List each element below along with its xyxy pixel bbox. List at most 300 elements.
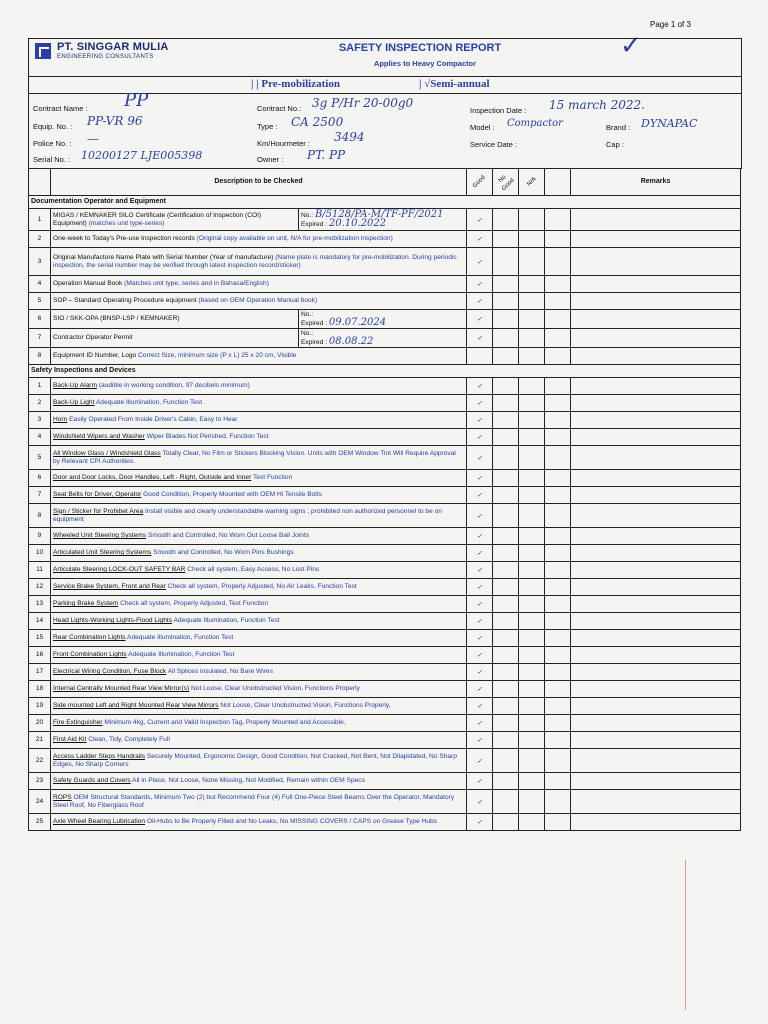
item-criteria: Check all system, Properly Adjusted, Test Function	[120, 600, 269, 607]
remarks-cell[interactable]	[571, 562, 741, 579]
na-checkbox[interactable]	[519, 209, 545, 231]
good-checkbox[interactable]: ✓	[467, 562, 493, 579]
no-good-checkbox[interactable]	[493, 773, 519, 790]
row-number: 1	[29, 378, 51, 395]
item-title: Back-Up Alarm	[53, 382, 97, 389]
contract-name-value[interactable]: PP	[124, 90, 149, 111]
extra-cell	[545, 378, 571, 395]
remarks-cell[interactable]	[571, 545, 741, 562]
na-checkbox[interactable]	[519, 545, 545, 562]
extra-cell	[545, 715, 571, 732]
company-subtitle: ENGINEERING CONSULTANTS	[57, 54, 154, 60]
remarks-cell[interactable]	[571, 596, 741, 613]
remarks-cell[interactable]	[571, 276, 741, 293]
no-good-checkbox[interactable]	[493, 647, 519, 664]
table-row	[29, 579, 741, 596]
type-value[interactable]: CA 2500	[291, 115, 344, 129]
na-checkbox[interactable]	[519, 528, 545, 545]
no-good-checkbox[interactable]	[493, 293, 519, 310]
no-good-checkbox[interactable]	[493, 596, 519, 613]
item-title: Sign / Sticker for Prohibet Area	[53, 507, 144, 515]
na-checkbox[interactable]	[519, 630, 545, 647]
section-row	[29, 365, 741, 378]
good-checkbox[interactable]: ✓	[467, 248, 493, 276]
table-row	[29, 329, 741, 348]
remarks-cell[interactable]	[571, 429, 741, 446]
na-checkbox[interactable]	[519, 248, 545, 276]
semi-annual-option[interactable]: | √Semi-annual	[419, 78, 490, 90]
km-value[interactable]: 3494	[334, 130, 365, 144]
na-checkbox[interactable]	[519, 395, 545, 412]
remarks-cell[interactable]	[571, 698, 741, 715]
na-checkbox[interactable]	[519, 579, 545, 596]
table-row	[29, 647, 741, 664]
equip-no-value[interactable]: PP-VR 96	[87, 114, 143, 128]
remarks-cell[interactable]	[571, 715, 741, 732]
item-title: Equipment ID Number, Logo	[53, 352, 137, 359]
item-criteria: All Splices insulated, No Bare Wires	[167, 668, 273, 675]
cert-expired-label: Expired :	[301, 339, 328, 346]
item-criteria: All in Place, Not Loose, None Missing, Not Modified, Remain within OEM Specs	[132, 777, 365, 784]
report-header	[28, 38, 742, 77]
item-description	[51, 504, 467, 528]
good-checkbox[interactable]: ✓	[467, 790, 493, 814]
item-title: Horn	[53, 416, 68, 423]
good-checkbox[interactable]: ✓	[467, 504, 493, 528]
item-description	[51, 487, 467, 504]
row-number: 15	[29, 630, 51, 647]
extra-cell	[545, 528, 571, 545]
contract-no-label: Contract No.:	[257, 104, 302, 113]
na-checkbox[interactable]	[519, 596, 545, 613]
item-criteria: Test Function	[253, 474, 293, 481]
cert-expired-label: Expired :	[301, 320, 328, 327]
na-checkbox[interactable]	[519, 715, 545, 732]
item-criteria: Adequate Illumination, Function Test	[128, 651, 235, 658]
remarks-cell[interactable]	[571, 664, 741, 681]
good-checkbox[interactable]: ✓	[467, 596, 493, 613]
good-checkbox[interactable]: ✓	[467, 773, 493, 790]
item-title: Front Combination Lights	[53, 651, 127, 658]
good-checkbox[interactable]: ✓	[467, 329, 493, 348]
inspection-date-value[interactable]: 15 march 2022.	[549, 98, 645, 112]
item-title: Wheeled Unit Steering Systems	[53, 532, 147, 539]
header-na: N/A	[519, 169, 545, 196]
no-good-checkbox[interactable]	[493, 329, 519, 348]
good-checkbox[interactable]: ✓	[467, 395, 493, 412]
cert-no-label: No.:	[301, 330, 314, 337]
extra-cell	[545, 293, 571, 310]
na-checkbox[interactable]	[519, 231, 545, 248]
extra-cell	[545, 681, 571, 698]
remarks-cell[interactable]	[571, 395, 741, 412]
na-checkbox[interactable]	[519, 293, 545, 310]
no-good-checkbox[interactable]	[493, 209, 519, 231]
item-criteria: Install visible and clearly understandable warning signs ; prohibited non authorized personnel to be on equipment	[53, 507, 442, 523]
row-number: 6	[29, 310, 51, 329]
table-row	[29, 749, 741, 773]
no-good-checkbox[interactable]	[493, 630, 519, 647]
item-description	[51, 528, 467, 545]
item-criteria: Easily Operated From Inside Driver's Cabin, Easy to Hear	[69, 416, 238, 423]
na-checkbox[interactable]	[519, 562, 545, 579]
no-good-checkbox[interactable]	[493, 579, 519, 596]
item-criteria: Correct Size, minimum size (P x L) 25 x 20 cm, Visible	[138, 352, 297, 359]
na-checkbox[interactable]	[519, 412, 545, 429]
item-criteria: Adequate Illumination, Function Test	[173, 617, 280, 624]
item-title: Back-Up Light	[53, 399, 95, 406]
remarks-cell[interactable]	[571, 209, 741, 231]
no-good-checkbox[interactable]	[493, 732, 519, 749]
item-title: Door and Door Locks, Door Handles, Left - Right, Outside and Inner	[53, 474, 252, 481]
brand-label: Brand :	[606, 123, 631, 132]
row-number: 1	[29, 209, 51, 231]
row-number: 13	[29, 596, 51, 613]
item-description	[51, 664, 467, 681]
na-checkbox[interactable]	[519, 664, 545, 681]
remarks-cell[interactable]	[571, 630, 741, 647]
no-good-checkbox[interactable]	[493, 790, 519, 814]
remarks-cell[interactable]	[571, 348, 741, 365]
item-description	[51, 749, 467, 773]
good-checkbox[interactable]: ✓	[467, 732, 493, 749]
item-criteria: Oil-Hubs to Be Properly Filled and No Leaks, No MISSING COVERS / CAPS on Grease Type Hubs	[146, 818, 437, 825]
no-good-checkbox[interactable]	[493, 378, 519, 395]
item-description	[51, 231, 467, 248]
item-description	[51, 613, 467, 630]
good-checkbox[interactable]: ✓	[467, 647, 493, 664]
no-good-checkbox[interactable]	[493, 248, 519, 276]
good-checkbox[interactable]: ✓	[467, 630, 493, 647]
item-description	[51, 209, 299, 231]
row-number: 22	[29, 749, 51, 773]
na-checkbox[interactable]	[519, 698, 545, 715]
remarks-cell[interactable]	[571, 446, 741, 470]
na-checkbox[interactable]	[519, 378, 545, 395]
item-description	[51, 773, 467, 790]
no-good-checkbox[interactable]	[493, 749, 519, 773]
row-number: 8	[29, 504, 51, 528]
remarks-cell[interactable]	[571, 412, 741, 429]
item-title: ROPS	[53, 793, 72, 801]
table-row	[29, 248, 741, 276]
row-number: 10	[29, 545, 51, 562]
extra-cell	[545, 814, 571, 831]
model-label: Model :	[470, 123, 495, 132]
item-title: Fire Extinguisher	[53, 719, 103, 726]
table-row	[29, 276, 741, 293]
serial-no-label: Serial No. :	[33, 155, 71, 164]
no-good-checkbox[interactable]	[493, 814, 519, 831]
no-good-checkbox[interactable]	[493, 504, 519, 528]
equipment-info	[28, 92, 742, 169]
report-title: SAFETY INSPECTION REPORT	[338, 42, 502, 54]
row-number: 11	[29, 562, 51, 579]
item-title: First Aid Kit	[53, 736, 87, 743]
no-good-checkbox[interactable]	[493, 528, 519, 545]
row-number: 25	[29, 814, 51, 831]
row-number: 3	[29, 248, 51, 276]
good-checkbox[interactable]: ✓	[467, 664, 493, 681]
table-row	[29, 545, 741, 562]
no-good-checkbox[interactable]	[493, 446, 519, 470]
no-good-checkbox[interactable]	[493, 276, 519, 293]
no-good-checkbox[interactable]	[493, 613, 519, 630]
item-criteria: OEM Structural Standards, Minimum Two (2) but Recommend Four (4) Full One-Piece Steel Beams Over the Operator, Mandatory Steel Roof, No Fiberglass Roof	[53, 793, 455, 809]
table-row	[29, 773, 741, 790]
table-row	[29, 698, 741, 715]
extra-cell	[545, 446, 571, 470]
item-title: Service Brake System, Front and Rear	[53, 583, 166, 590]
na-checkbox[interactable]	[519, 749, 545, 773]
table-row	[29, 715, 741, 732]
km-label: Km/Hourmeter :	[257, 139, 310, 148]
row-number: 5	[29, 446, 51, 470]
remarks-cell[interactable]	[571, 504, 741, 528]
item-cert-fields	[299, 329, 467, 348]
no-good-checkbox[interactable]	[493, 562, 519, 579]
no-good-checkbox[interactable]	[493, 681, 519, 698]
item-description	[51, 545, 467, 562]
na-checkbox[interactable]	[519, 732, 545, 749]
no-good-checkbox[interactable]	[493, 231, 519, 248]
page-number: Page 1 of 3	[650, 20, 691, 29]
no-good-checkbox[interactable]	[493, 395, 519, 412]
good-checkbox[interactable]: ✓	[467, 528, 493, 545]
item-criteria: (Matches unit type, series and in Bahasa/English)	[124, 280, 269, 287]
no-good-checkbox[interactable]	[493, 664, 519, 681]
good-checkbox[interactable]: ✓	[467, 412, 493, 429]
item-criteria: Check all system, Easy Access, No Lost Pins	[187, 566, 320, 573]
table-row	[29, 429, 741, 446]
table-row	[29, 790, 741, 814]
item-criteria: Not Loose, Clear Unobstructed Vision, Functions Properly,	[220, 702, 391, 709]
header-description: Description to be Checked	[51, 169, 467, 196]
cert-expired-value[interactable]: 09.07.2024	[328, 317, 387, 328]
remarks-cell[interactable]	[571, 310, 741, 329]
row-number: 7	[29, 329, 51, 348]
row-number: 6	[29, 470, 51, 487]
na-checkbox[interactable]	[519, 504, 545, 528]
cert-expired-label: Expired :	[301, 220, 328, 228]
na-checkbox[interactable]	[519, 446, 545, 470]
na-checkbox[interactable]	[519, 814, 545, 831]
extra-cell	[545, 698, 571, 715]
item-title: Original Manufacture Name Plate with Serial Number (Year of manufacture)	[53, 253, 274, 261]
na-checkbox[interactable]	[519, 681, 545, 698]
item-title: Rear Combination Lights	[53, 634, 126, 641]
extra-cell	[545, 630, 571, 647]
police-no-value[interactable]: —	[87, 132, 99, 146]
na-checkbox[interactable]	[519, 470, 545, 487]
item-criteria: (audible in working condition, 97 decibels minimum)	[98, 382, 250, 389]
margin-line	[685, 860, 686, 1010]
item-criteria: Securely Mounted, Ergonomic Design, Good Condition, Not Cracked, Not Bent, Not Dilapidated, No Sharp Edges, No Sharp Corners	[53, 752, 457, 768]
remarks-cell[interactable]	[571, 613, 741, 630]
cert-no-value[interactable]: B/5128/PA-M/TF-PF/2021	[314, 208, 444, 220]
no-good-checkbox[interactable]	[493, 412, 519, 429]
good-checkbox[interactable]: ✓	[467, 579, 493, 596]
item-description	[51, 630, 467, 647]
remarks-cell[interactable]	[571, 647, 741, 664]
owner-value[interactable]: PT. PP	[307, 148, 346, 162]
good-checkbox[interactable]: ✓	[467, 429, 493, 446]
row-number: 3	[29, 412, 51, 429]
item-description	[51, 647, 467, 664]
remarks-cell[interactable]	[571, 293, 741, 310]
item-criteria: (Original copy available on unit, N/A for pre-mobilization inspection)	[196, 235, 393, 242]
remarks-cell[interactable]	[571, 814, 741, 831]
good-checkbox[interactable]: ✓	[467, 681, 493, 698]
cert-expired-value[interactable]: 08.08.22	[328, 336, 374, 347]
table-row	[29, 395, 741, 412]
pre-mobilization-option[interactable]: | | Pre-mobilization	[251, 78, 340, 90]
item-title: All Window Glass / Windshield Glass	[53, 449, 161, 457]
na-checkbox[interactable]	[519, 429, 545, 446]
table-row	[29, 209, 741, 231]
item-title: Internal Centrally Mounted Rear View Mirror(s)	[53, 685, 190, 692]
row-number: 23	[29, 773, 51, 790]
row-number: 16	[29, 647, 51, 664]
extra-cell	[545, 395, 571, 412]
extra-cell	[545, 504, 571, 528]
good-checkbox[interactable]: ✓	[467, 470, 493, 487]
remarks-cell[interactable]	[571, 749, 741, 773]
item-description	[51, 310, 299, 329]
item-title: Contractor Operator Permit	[53, 334, 133, 341]
item-criteria: Smooth and Controlled, No Worn Out Loose Ball Joints	[147, 532, 310, 539]
item-description	[51, 790, 467, 814]
na-checkbox[interactable]	[519, 773, 545, 790]
good-checkbox[interactable]: ✓	[467, 613, 493, 630]
remarks-cell[interactable]	[571, 528, 741, 545]
na-checkbox[interactable]	[519, 613, 545, 630]
item-title: Electrical Wiring Condition, Fuse Block	[53, 668, 167, 675]
table-row	[29, 814, 741, 831]
extra-cell	[545, 412, 571, 429]
extra-cell	[545, 231, 571, 248]
item-description	[51, 378, 467, 395]
cert-expired-value[interactable]: 20.10.2022	[328, 217, 387, 229]
extra-cell	[545, 596, 571, 613]
brand-value[interactable]: DYNAPAC	[641, 117, 698, 130]
good-checkbox[interactable]: ✓	[467, 276, 493, 293]
extra-cell	[545, 470, 571, 487]
header-good: Good	[467, 169, 493, 196]
row-number: 4	[29, 429, 51, 446]
na-checkbox[interactable]	[519, 487, 545, 504]
good-checkbox[interactable]: ✓	[467, 487, 493, 504]
good-checkbox[interactable]: ✓	[467, 293, 493, 310]
remarks-cell[interactable]	[571, 231, 741, 248]
remarks-cell[interactable]	[571, 470, 741, 487]
good-checkbox[interactable]: ✓	[467, 545, 493, 562]
na-checkbox[interactable]	[519, 348, 545, 365]
no-good-checkbox[interactable]	[493, 487, 519, 504]
item-title: Side mounted Left and Right Mounted Rear View Mirrors	[53, 702, 219, 709]
na-checkbox[interactable]	[519, 647, 545, 664]
good-checkbox[interactable]: ✓	[467, 698, 493, 715]
good-checkbox[interactable]: ✓	[467, 310, 493, 329]
table-row	[29, 348, 741, 365]
item-cert-fields	[299, 209, 467, 231]
item-criteria: Minimum 4kg, Current and Valid Inspection Tag, Properly Mounted and Accessible.	[104, 719, 346, 726]
contract-name-label: Contract Name :	[33, 104, 88, 113]
good-checkbox[interactable]: ✓	[467, 446, 493, 470]
remarks-cell[interactable]	[571, 681, 741, 698]
remarks-cell[interactable]	[571, 329, 741, 348]
na-checkbox[interactable]	[519, 276, 545, 293]
contract-no-value[interactable]: 3g P/Hr 20-00g0	[312, 96, 414, 110]
approval-check-mark: ✓	[620, 30, 642, 60]
item-criteria: Not Loose, Clear Unobstructed Vision, Functions Properly	[191, 685, 360, 692]
item-description	[51, 562, 467, 579]
row-number: 12	[29, 579, 51, 596]
extra-cell	[545, 329, 571, 348]
na-checkbox[interactable]	[519, 310, 545, 329]
table-row	[29, 681, 741, 698]
no-good-checkbox[interactable]	[493, 429, 519, 446]
remarks-cell[interactable]	[571, 487, 741, 504]
company-name: PT. SINGGAR MULIA	[57, 41, 169, 53]
no-good-checkbox[interactable]	[493, 310, 519, 329]
remarks-cell[interactable]	[571, 790, 741, 814]
row-number: 7	[29, 487, 51, 504]
good-checkbox[interactable]: ✓	[467, 749, 493, 773]
good-checkbox[interactable]: ✓	[467, 209, 493, 231]
extra-cell	[545, 790, 571, 814]
remarks-cell[interactable]	[571, 579, 741, 596]
no-good-checkbox[interactable]	[493, 698, 519, 715]
good-checkbox[interactable]: ✓	[467, 715, 493, 732]
extra-cell	[545, 545, 571, 562]
extra-cell	[545, 487, 571, 504]
item-description	[51, 698, 467, 715]
item-cert-fields	[299, 310, 467, 329]
type-label: Type :	[257, 122, 278, 131]
good-checkbox[interactable]: ✓	[467, 378, 493, 395]
no-good-checkbox[interactable]	[493, 348, 519, 365]
na-checkbox[interactable]	[519, 790, 545, 814]
item-criteria: Wiper Blades Not Perished, Function Test	[146, 433, 269, 440]
row-number: 20	[29, 715, 51, 732]
remarks-cell[interactable]	[571, 248, 741, 276]
good-checkbox[interactable]: ✓	[467, 231, 493, 248]
remarks-cell[interactable]	[571, 732, 741, 749]
serial-no-value[interactable]: 10200127 LJE005398	[81, 149, 203, 162]
no-good-checkbox[interactable]	[493, 715, 519, 732]
item-title: Access Ladder Steps Handrails	[53, 752, 145, 760]
item-description	[51, 446, 467, 470]
remarks-cell[interactable]	[571, 773, 741, 790]
no-good-checkbox[interactable]	[493, 470, 519, 487]
extra-cell	[545, 248, 571, 276]
good-checkbox[interactable]	[467, 348, 493, 365]
no-good-checkbox[interactable]	[493, 545, 519, 562]
na-checkbox[interactable]	[519, 329, 545, 348]
extra-cell	[545, 749, 571, 773]
equip-no-label: Equip. No. :	[33, 122, 73, 131]
table-row	[29, 562, 741, 579]
row-number: 5	[29, 293, 51, 310]
row-number: 2	[29, 395, 51, 412]
item-title: One-week to Today's Pre-use Inspection records	[53, 235, 195, 242]
good-checkbox[interactable]: ✓	[467, 814, 493, 831]
model-value[interactable]: Compactor	[507, 118, 563, 129]
remarks-cell[interactable]	[571, 378, 741, 395]
item-description	[51, 395, 467, 412]
extra-cell	[545, 348, 571, 365]
